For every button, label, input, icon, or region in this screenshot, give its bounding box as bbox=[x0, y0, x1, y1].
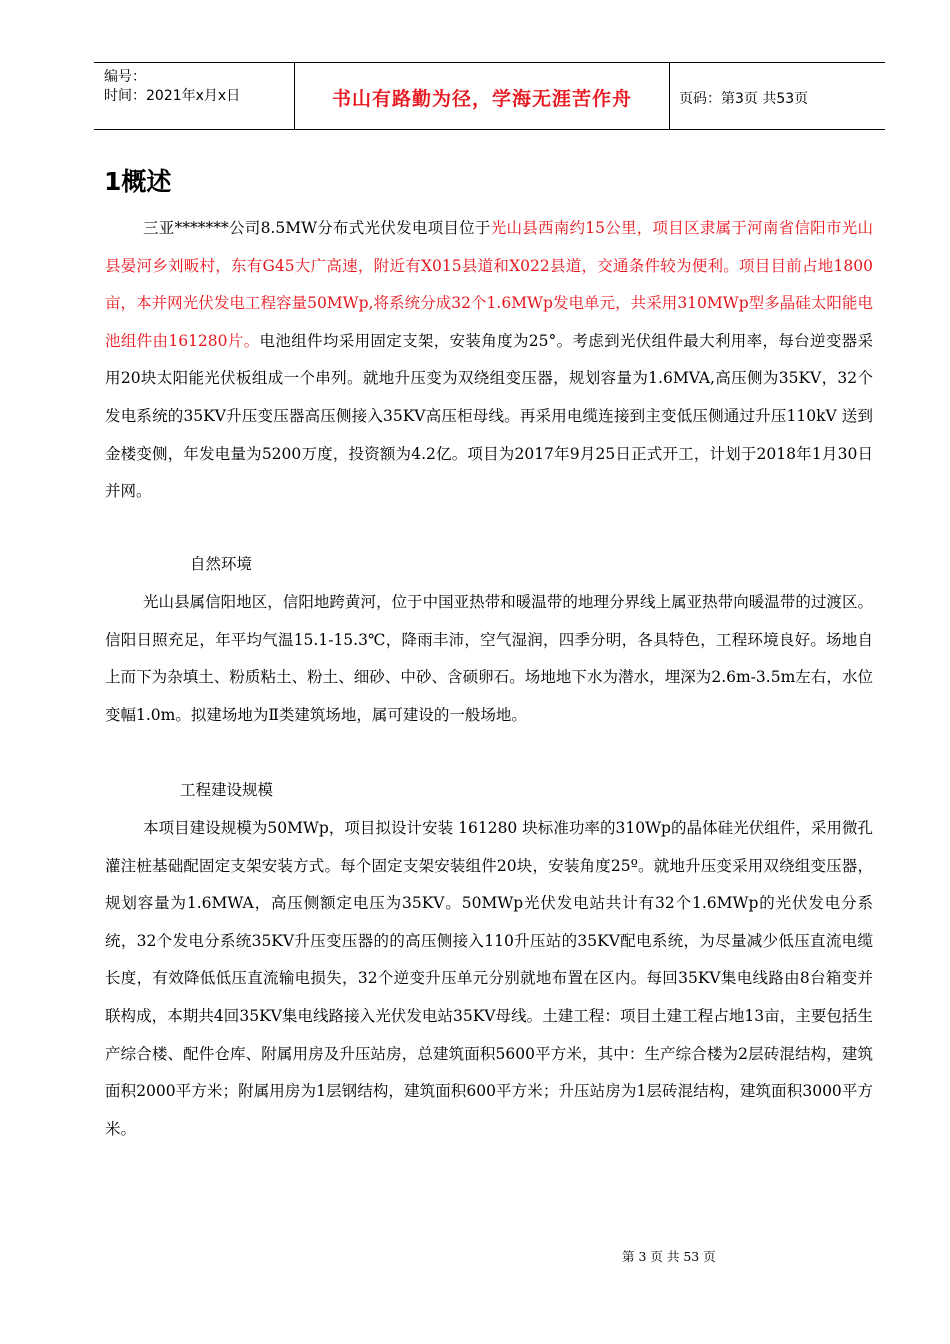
overview-text-highlight: 光山县西南约15公里，项目区隶属于河南省信阳市光山县晏河乡刘畈村，东有G45大广高速，附近有X015县道和X022县道，交通条件较为便利。项目目前占地1800亩，本并网光伏发电工程容量50MWp,将系统分成32个1.6MWp发电单元，共采用310MWp型多晶硅太阳能电池组件由161280片。 bbox=[105, 219, 873, 350]
header-page-cell bbox=[669, 63, 885, 129]
scale-paragraph: 本项目建设规模为50MWp，项目拟设计安装 161280 块标准功率的310Wp的晶体硅光伏组件，采用微孔灌注桩基础配固定支架安装方式。每个固定支架安装组件20块，安装角度25º。就地升压变采用双绕组变压器，规划容量为1.6MWA，高压侧额定电压为35KV。50MWp光伏发电站共计有32个1.6MWp的光伏发电分系统，32个发电分系统35KV升压变压器的的高压侧接入110升压站的35KV配电系统，为尽量减少低压直流电缆长度，有效降低低压直流输电损失，32个逆变升压单元分别就地布置在区内。每回35KV集电线路由8台箱变并联构成，本期共4回35KV集电线路接入光伏发电站35KV母线。土建工程：项目土建工程占地13亩，主要包括生产综合楼、配件仓库、附属用房及升压站房，总建筑面积5600平方米，其中：生产综合楼为2层砖混结构，建筑面积2000平方米；附属用房为1层钢结构，建筑面积600平方米；升压站房为1层砖混结构，建筑面积3000平方米。 bbox=[105, 819, 873, 1138]
header-motto: 书山有路勤为径，学海无涯苦作舟 bbox=[331, 88, 632, 110]
subheading-natural-environment: 自然环境 bbox=[190, 555, 253, 573]
header-motto-cell bbox=[294, 63, 670, 129]
header-meta-cell bbox=[94, 63, 294, 129]
section-title: 1概述 bbox=[104, 167, 172, 196]
subheading-construction-scale: 工程建设规模 bbox=[180, 781, 274, 799]
number-label: 编号： bbox=[104, 69, 146, 85]
overview-text-c: 电池组件均采用固定支架，安装角度为25°。考虑到光伏组件最大利用率，每台逆变器采用20块太阳能光伏板组成一个串列。就地升压变为双绕组变压器，规划容量为1.6MVA,高压侧为35KV，32个发电系统的35KV升压变压器高压侧接入35KV高压柜母线。再采用电缆连接到主变低压侧通过升压110kV 送到金楼变侧，年发电量为5200万度，投资额为4.2亿。项目为2017年9月25日正式开工，计划于2018年1月30日并网。 bbox=[105, 331, 874, 501]
environment-paragraph: 光山县属信阳地区，信阳地跨黄河，位于中国亚热带和暖温带的地理分界线上属亚热带向暖温带的过渡区。信阳日照充足，年平均气温15.1-15.3℃，降雨丰沛，空气湿润，四季分明，各具特色，工程环境良好。场地自上而下为杂填土、粉质粘土、粉土、细砂、中砂、含硕卵石。场地地下水为潜水，埋深为2.6m-3.5m左右，水位变幅1.0m。拟建场地为Ⅱ类建筑场地，属可建设的一般场地。 bbox=[105, 593, 873, 724]
time-label: 时间：2021年x月x日 bbox=[104, 88, 241, 104]
page-header bbox=[94, 62, 885, 130]
page-footer: 第 3 页 共 53 页 bbox=[622, 1249, 716, 1264]
overview-paragraph bbox=[105, 210, 873, 511]
overview-text-a: 三亚*******公司8.5MW分布式光伏发电项目位于 bbox=[143, 219, 491, 237]
header-page-info: 页码：第3页 共53页 bbox=[679, 91, 809, 107]
